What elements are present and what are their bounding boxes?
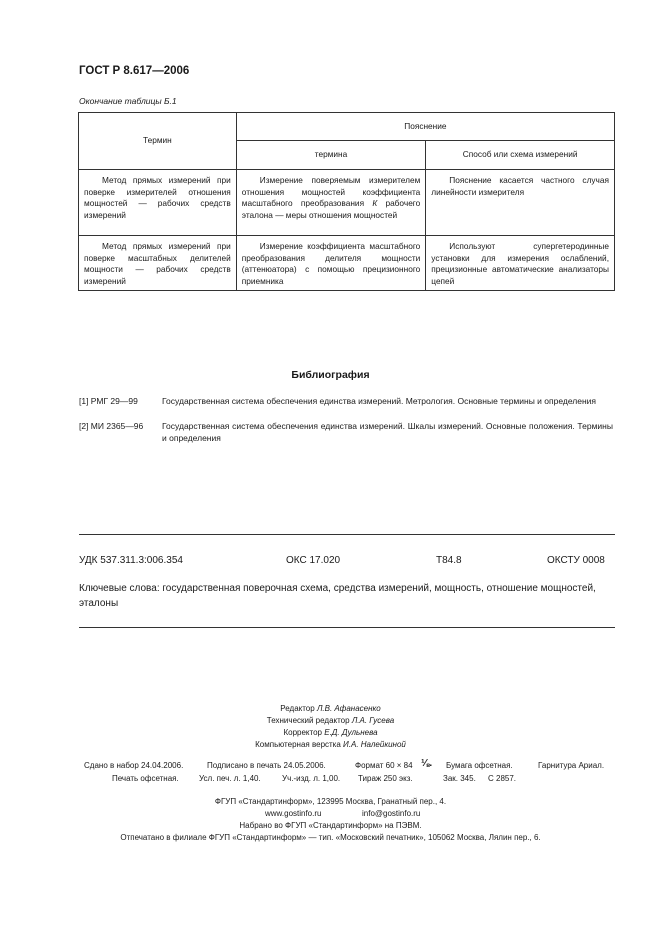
publisher-address: ФГУП «Стандартинформ», 123995 Москва, Гранатный пер., 4.	[214, 797, 447, 806]
bibliography-number: [2] МИ 2365—96	[79, 421, 144, 431]
t-code: Т84.8	[436, 555, 462, 566]
editor-line: Редактор Л.В. Афанасенко	[280, 704, 381, 713]
bibliography-text: Государственная система обеспечения единства измерений. Метрология. Основные термины и определения	[162, 396, 597, 406]
bibliography-text: Государственная система обеспечения единства измерений. Шкалы измерений. Основные положения. Термины и определения	[162, 421, 613, 443]
print-detail: Гарнитура Ариал.	[538, 761, 605, 770]
table-row	[79, 170, 615, 236]
row-explanation: Измерение поверяемым измерителем отношения мощностей коэффициента масштабного преобразования К рабочего эталона — меры отношения мощностей	[241, 175, 421, 220]
bibliography-item	[79, 420, 613, 444]
oks-code: ОКС 17.020	[286, 555, 341, 566]
print-detail: С 2857.	[488, 774, 517, 783]
print-detail: Бумага офсетная.	[446, 761, 513, 770]
udk-code: УДК 537.311.3:006.354	[79, 555, 183, 566]
print-detail: Сдано в набор 24.04.2006.	[84, 761, 184, 770]
header-explanation: Пояснение	[236, 113, 614, 141]
corrector-line: Корректор Е.Д. Дульнева	[283, 728, 378, 737]
layout-line: Компьютерная верстка И.А. Налейкиной	[255, 740, 406, 749]
standard-header: ГОСТ Р 8.617—2006	[79, 65, 190, 77]
bibliography-item	[79, 395, 613, 407]
row-explanation: Измерение коэффициента масштабного преобразования делителя мощности (аттенюатора) с помощью прецизионного приемника	[241, 241, 421, 286]
row-term: Метод прямых измерений при поверке измерителей отношения мощностей — рабочих средств измерений	[84, 175, 231, 220]
print-detail: Подписано в печать 24.05.2006.	[207, 761, 326, 770]
typeset-note: Набрано во ФГУП «Стандартинформ» на ПЭВМ.	[239, 821, 422, 830]
print-detail: Зак. 345.	[443, 774, 476, 783]
publisher-site[interactable]: www.gostinfo.ru	[265, 809, 322, 818]
row-method: Используют супергетеродинные установки для измерения ослаблений, прецизионные автоматические анализаторы цепей	[431, 241, 609, 286]
publisher-email[interactable]: info@gostinfo.ru	[362, 809, 421, 818]
table-caption: Окончание таблицы Б.1	[79, 96, 177, 106]
print-detail: Уч.-изд. л. 1,00.	[282, 774, 341, 783]
okstu-code: ОКСТУ 0008	[547, 555, 605, 566]
divider	[79, 627, 615, 628]
printed-note: Отпечатано в филиале ФГУП «Стандартинформ» — тип. «Московский печатник», 105062 Москва, Лялин пер., 6.	[120, 833, 541, 842]
tech-editor-line: Технический редактор Л.А. Гусева	[266, 716, 395, 725]
header-term: Термин	[79, 113, 237, 170]
keywords: Ключевые слова: государственная поверочная схема, средства измерений, мощность, отношение мощностей, эталоны	[79, 583, 596, 609]
divider	[79, 534, 615, 535]
print-detail: Усл. печ. л. 1,40.	[199, 774, 261, 783]
print-detail: Тираж 250 экз.	[358, 774, 413, 783]
print-detail: ⅛.	[421, 758, 433, 769]
print-detail: Печать офсетная.	[112, 774, 179, 783]
terms-table	[78, 112, 615, 291]
bibliography-title: Библиография	[291, 369, 370, 381]
header-of-term: термина	[236, 141, 426, 170]
table-row	[79, 236, 615, 291]
row-term: Метод прямых измерений при поверке масштабных делителей мощности — рабочих средств измерений	[84, 241, 231, 286]
print-detail: Формат 60 × 84	[355, 761, 413, 770]
header-method: Способ или схема измерений	[426, 141, 615, 170]
row-method: Пояснение касается частного случая линейности измерителя	[431, 175, 609, 197]
bibliography-number: [1] РМГ 29—99	[79, 396, 138, 406]
